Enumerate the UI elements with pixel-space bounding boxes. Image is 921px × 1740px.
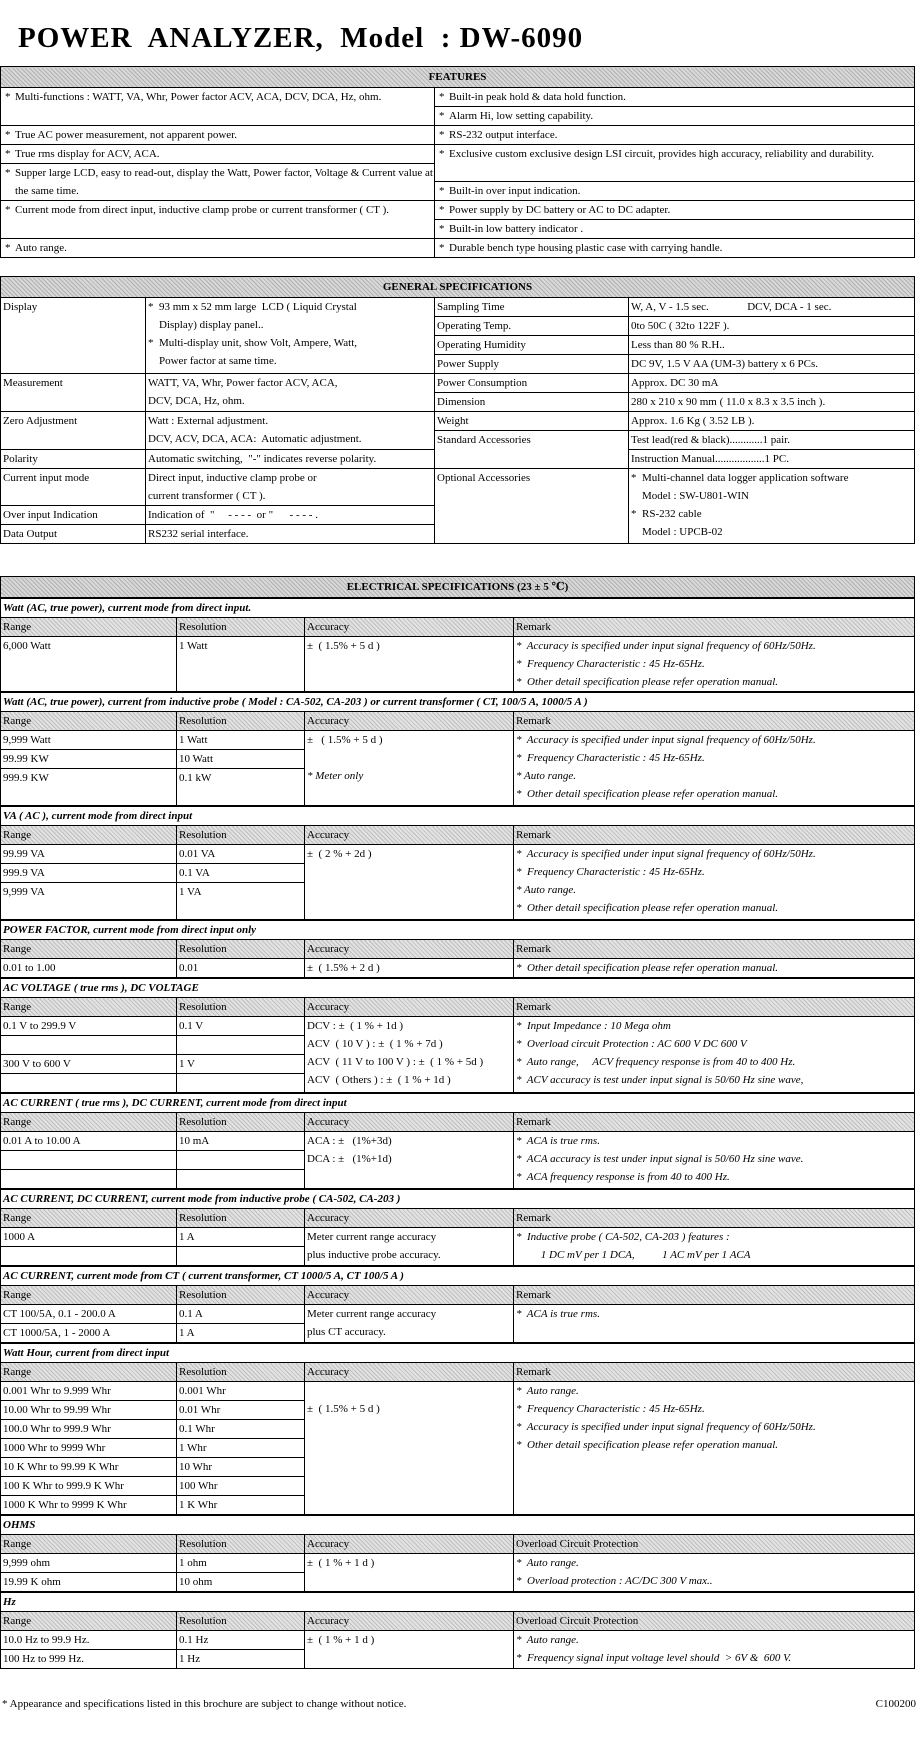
spec-label: Optional Accessories — [435, 469, 629, 544]
spec-label: Weight — [435, 412, 629, 431]
spec-label: Zero Adjustment — [1, 412, 146, 450]
resolution-cell: 10 mA — [177, 1132, 305, 1151]
spec-label: Power Supply — [435, 355, 629, 374]
section-title: VA ( AC ), current mode from direct input — [1, 806, 915, 826]
accuracy-cell: Meter current range accuracy plus CT accuracy. — [305, 1305, 514, 1344]
feature-item: True rms display for ACV, ACA. — [15, 148, 160, 160]
col-remark-header: Remark — [514, 1209, 915, 1228]
range-cell: 10.00 Whr to 99.99 Whr — [1, 1401, 177, 1420]
resolution-cell: 1 Watt — [177, 637, 305, 656]
accuracy-cell: DCV : ± ( 1 % + 1d ) ACV ( 10 V ) : ± ( 1 % + 7d ) ACV ( 11 V to 100 V ) : ± ( 1 % + 5d ) ACV ( Others ) : ± ( 1 % + 1d ) — [305, 1017, 514, 1094]
col-accuracy-header: Accuracy — [305, 1363, 514, 1382]
spec-value: Instruction Manual..................1 PC. — [629, 450, 915, 469]
range-cell: CT 1000/5A, 1 - 2000 A — [1, 1324, 177, 1344]
electrical-specifications-table — [0, 576, 915, 1669]
spec-value: Direct input, inductive clamp probe or current transformer ( CT ). — [146, 469, 435, 506]
spec-label — [435, 450, 629, 469]
range-cell: 10 K Whr to 99.99 K Whr — [1, 1458, 177, 1477]
resolution-cell: 100 Whr — [177, 1477, 305, 1496]
col-resolution-header: Resolution — [177, 1363, 305, 1382]
resolution-cell: 1 V — [177, 1055, 305, 1074]
feature-item: Supper large LCD, easy to read-out, display the Watt, Power factor, Voltage & Current value at the same time. — [15, 167, 433, 197]
remark-cell: * Auto range. * Overload protection : AC/DC 300 V max.. — [514, 1554, 915, 1593]
col-resolution-header: Resolution — [177, 618, 305, 637]
section-title: Watt Hour, current from direct input — [1, 1343, 915, 1363]
range-cell — [1, 1151, 177, 1170]
spec-value: Automatic switching, "-" indicates reverse polarity. — [146, 450, 435, 469]
resolution-cell: 0.01 VA — [177, 845, 305, 864]
resolution-cell — [177, 1170, 305, 1190]
feature-item: Power supply by DC battery or AC to DC adapter. — [449, 204, 671, 216]
resolution-cell: 0.1 kW — [177, 769, 305, 788]
range-cell: 100.0 Whr to 999.9 Whr — [1, 1420, 177, 1439]
col-remark-header: Remark — [514, 1113, 915, 1132]
feature-item: Built-in over input indication. — [449, 185, 581, 197]
resolution-cell: 1 A — [177, 1324, 305, 1344]
col-resolution-header: Resolution — [177, 940, 305, 959]
feature-item: RS-232 output interface. — [449, 129, 558, 141]
range-cell: 100 K Whr to 999.9 K Whr — [1, 1477, 177, 1496]
range-cell: 999.9 VA — [1, 864, 177, 883]
feature-item: Auto range. — [15, 242, 67, 254]
range-cell: 1000 Whr to 9999 Whr — [1, 1439, 177, 1458]
resolution-cell: 1 K Whr — [177, 1496, 305, 1516]
page-title: POWER ANALYZER, Model : DW-6090 — [18, 22, 584, 54]
resolution-cell: 0.01 Whr — [177, 1401, 305, 1420]
footer-note: * Appearance and specifications listed in this brochure are subject to change without notice. — [2, 1698, 407, 1710]
resolution-cell: 0.1 V — [177, 1017, 305, 1036]
col-range-header: Range — [1, 1363, 177, 1382]
col-range-header: Range — [1, 1286, 177, 1305]
range-cell: 0.01 to 1.00 — [1, 959, 177, 979]
spec-label: Dimension — [435, 393, 629, 412]
spec-label: Current input mode — [1, 469, 146, 506]
remark-cell: * ACA is true rms. * ACA accuracy is test under input signal is 50/60 Hz sine wave. * ACA frequency response is from 40 to 400 Hz. — [514, 1132, 915, 1190]
feature-item: Multi-functions : WATT, VA, Whr, Power factor ACV, ACA, DCV, DCA, Hz, ohm. — [15, 91, 382, 103]
range-cell: 9,999 VA — [1, 883, 177, 902]
col-remark-header: Remark — [514, 940, 915, 959]
feature-item: Durable bench type housing plastic case with carrying handle. — [449, 242, 723, 254]
range-cell: CT 100/5A, 0.1 - 200.0 A — [1, 1305, 177, 1324]
spec-value: Approx. 1.6 Kg ( 3.52 LB ). — [629, 412, 915, 431]
col-remark-header: Remark — [514, 618, 915, 637]
col-resolution-header: Resolution — [177, 1209, 305, 1228]
general-specifications-table — [0, 276, 915, 544]
range-cell: 9,999 ohm — [1, 1554, 177, 1573]
resolution-cell: 0.1 Whr — [177, 1420, 305, 1439]
col-resolution-header: Resolution — [177, 998, 305, 1017]
section-title: OHMS — [1, 1515, 915, 1535]
document-code: C100200 — [875, 1698, 916, 1710]
spec-label: Standard Accessories — [435, 431, 629, 450]
col-remark-header: Remark — [514, 712, 915, 731]
accuracy-cell: ± ( 1 % + 1 d ) — [305, 1554, 514, 1593]
col-range-header: Range — [1, 1535, 177, 1554]
spec-value: Less than 80 % R.H.. — [629, 336, 915, 355]
accuracy-cell: ± ( 1.5% + 5 d ) * Meter only — [305, 731, 514, 807]
range-cell: 1000 A — [1, 1228, 177, 1247]
col-range-header: Range — [1, 1612, 177, 1631]
resolution-cell — [177, 1036, 305, 1055]
section-title: AC CURRENT ( true rms ), DC CURRENT, current mode from direct input — [1, 1093, 915, 1113]
resolution-cell: 1 Watt — [177, 731, 305, 750]
accuracy-cell: ± ( 1 % + 1 d ) — [305, 1631, 514, 1669]
range-cell: 100 Hz to 999 Hz. — [1, 1650, 177, 1669]
col-accuracy-header: Accuracy — [305, 1209, 514, 1228]
spec-value: * 93 mm x 52 mm large LCD ( Liquid Crystal Display) display panel.. * Multi-display unit, show Volt, Ampere, Watt, Power factor at same time. — [146, 298, 435, 374]
feature-item: Alarm Hi, low setting capability. — [449, 110, 594, 122]
section-title: AC CURRENT, DC CURRENT, current mode from inductive probe ( CA-502, CA-203 ) — [1, 1189, 915, 1209]
range-cell — [1, 1247, 177, 1267]
col-remark-header: Overload Circuit Protection — [514, 1612, 915, 1631]
col-accuracy-header: Accuracy — [305, 826, 514, 845]
spec-value: Watt : External adjustment. DCV, ACV, DCA, ACA: Automatic adjustment. — [146, 412, 435, 450]
spec-value: Test lead(red & black)............1 pair. — [629, 431, 915, 450]
resolution-cell: 10 Whr — [177, 1458, 305, 1477]
col-resolution-header: Resolution — [177, 826, 305, 845]
feature-item: True AC power measurement, not apparent power. — [15, 129, 237, 141]
range-cell — [1, 1074, 177, 1094]
resolution-cell: 0.001 Whr — [177, 1382, 305, 1401]
range-cell — [1, 673, 177, 692]
feature-item: Built-in low battery indicator . — [449, 223, 584, 235]
feature-item: Exclusive custom exclusive design LSI circuit, provides high accuracy, reliability and durability. — [449, 148, 875, 160]
col-resolution-header: Resolution — [177, 1535, 305, 1554]
col-resolution-header: Resolution — [177, 1113, 305, 1132]
spec-value: WATT, VA, Whr, Power factor ACV, ACA, DCV, DCA, Hz, ohm. — [146, 374, 435, 412]
section-title: Watt (AC, true power), current from inductive probe ( Model : CA-502, CA-203 ) or current transformer ( CT, 100/5 A, 1000/5 A ) — [1, 692, 915, 712]
resolution-cell: 1 ohm — [177, 1554, 305, 1573]
range-cell: 10.0 Hz to 99.9 Hz. — [1, 1631, 177, 1650]
remark-cell: * Accuracy is specified under input signal frequency of 60Hz/50Hz. * Frequency Characteristic : 45 Hz-65Hz. * Other detail specification please refer operation manual. — [514, 637, 915, 693]
col-accuracy-header: Accuracy — [305, 1535, 514, 1554]
spec-value: 0to 50C ( 32to 122F ). — [629, 317, 915, 336]
col-resolution-header: Resolution — [177, 1286, 305, 1305]
spec-label: Operating Temp. — [435, 317, 629, 336]
resolution-cell — [177, 1151, 305, 1170]
general-header: GENERAL SPECIFICATIONS — [1, 277, 915, 298]
resolution-cell — [177, 655, 305, 673]
col-remark-header: Remark — [514, 998, 915, 1017]
spec-label: Over input Indication — [1, 506, 146, 525]
range-cell: 6,000 Watt — [1, 637, 177, 656]
col-range-header: Range — [1, 1113, 177, 1132]
spec-value: Indication of " - - - - or " - - - - . — [146, 506, 435, 525]
remark-cell: * Auto range. * Frequency Characteristic : 45 Hz-65Hz. * Accuracy is specified under input signal frequency of 60Hz/50Hz. * Other detail specification please refer operation manual. — [514, 1382, 915, 1516]
range-cell: 1000 K Whr to 9999 K Whr — [1, 1496, 177, 1516]
spec-label: Measurement — [1, 374, 146, 412]
range-cell — [1, 787, 177, 806]
range-cell — [1, 901, 177, 920]
col-accuracy-header: Accuracy — [305, 1612, 514, 1631]
remark-cell: * Accuracy is specified under input signal frequency of 60Hz/50Hz. * Frequency Characteristic : 45 Hz-65Hz. * Auto range. * Other detail specification please refer operation manual. — [514, 731, 915, 807]
col-accuracy-header: Accuracy — [305, 712, 514, 731]
resolution-cell: 0.01 — [177, 959, 305, 979]
range-cell: 300 V to 600 V — [1, 1055, 177, 1074]
spec-value: 280 x 210 x 90 mm ( 11.0 x 8.3 x 3.5 inch ). — [629, 393, 915, 412]
resolution-cell: 10 ohm — [177, 1573, 305, 1593]
section-title: AC VOLTAGE ( true rms ), DC VOLTAGE — [1, 978, 915, 998]
resolution-cell: 0.1 Hz — [177, 1631, 305, 1650]
spec-label: Data Output — [1, 525, 146, 544]
remark-cell: * Inductive probe ( CA-502, CA-203 ) features : 1 DC mV per 1 DCA, 1 AC mV per 1 ACA — [514, 1228, 915, 1267]
resolution-cell: 10 Watt — [177, 750, 305, 769]
range-cell — [1, 1170, 177, 1190]
resolution-cell: 0.1 A — [177, 1305, 305, 1324]
accuracy-cell: ± ( 1.5% + 5 d ) — [305, 1382, 514, 1516]
col-range-header: Range — [1, 940, 177, 959]
col-range-header: Range — [1, 1209, 177, 1228]
spec-value: DC 9V, 1.5 V AA (UM-3) battery x 6 PCs. — [629, 355, 915, 374]
spec-value: W, A, V - 1.5 sec. DCV, DCA - 1 sec. — [629, 298, 915, 317]
spec-label: Polarity — [1, 450, 146, 469]
range-cell: 0.01 A to 10.00 A — [1, 1132, 177, 1151]
accuracy-cell: ± ( 1.5% + 2 d ) — [305, 959, 514, 979]
feature-item: Current mode from direct input, inductive clamp probe or current transformer ( CT ). — [15, 204, 389, 216]
resolution-cell: 1 VA — [177, 883, 305, 902]
col-remark-header: Overload Circuit Protection — [514, 1535, 915, 1554]
col-resolution-header: Resolution — [177, 712, 305, 731]
remark-cell: * ACA is true rms. — [514, 1305, 915, 1344]
accuracy-cell: ACA : ± (1%+3d) DCA : ± (1%+1d) — [305, 1132, 514, 1190]
spec-label: Display — [1, 298, 146, 374]
section-title: Hz — [1, 1592, 915, 1612]
remark-cell: * Input Impedance : 10 Mega ohm * Overload circuit Protection : AC 600 V DC 600 V * Auto range, ACV frequency response is from 40 to 400 Hz. * ACV accuracy is test under input signal is 50/60 Hz sine wave, — [514, 1017, 915, 1094]
features-table: FEATURES * Multi-functions : WATT, VA, Whr, Power factor ACV, ACA, DCV, DCA, Hz, ohm. * Built-in peak hold & data hold function. * Alarm Hi, low setting capability. * True AC power measurement, not apparent power. * RS-232 output interface. * True rms display for ACV, ACA. * Supper large LCD, easy to read-out, display the Watt, Power factor, Voltage & Current value at the same time. * Exclusive custom exclusive design LSI circuit, provides high accuracy, reliability and durability. * Built-in over input indication. * Current mode from direct input, inductive clamp probe or current transformer ( CT ). * Power supply by DC battery or AC to DC adapter. * Built-in low battery indicator . * Auto range. * Durable bench type housing plastic case with carrying handle. — [0, 66, 915, 258]
col-accuracy-header: Accuracy — [305, 998, 514, 1017]
col-accuracy-header: Accuracy — [305, 1113, 514, 1132]
range-cell: 0.1 V to 299.9 V — [1, 1017, 177, 1036]
accuracy-cell: ± ( 2 % + 2d ) — [305, 845, 514, 921]
range-cell: 99.99 KW — [1, 750, 177, 769]
section-title: POWER FACTOR, current mode from direct input only — [1, 920, 915, 940]
feature-item: Built-in peak hold & data hold function. — [449, 91, 626, 103]
col-range-header: Range — [1, 618, 177, 637]
electrical-header: ELECTRICAL SPECIFICATIONS (23 ± 5 ℃) — [1, 577, 915, 599]
range-cell: 0.001 Whr to 9.999 Whr — [1, 1382, 177, 1401]
resolution-cell — [177, 1247, 305, 1267]
col-remark-header: Remark — [514, 1363, 915, 1382]
range-cell: 19.99 K ohm — [1, 1573, 177, 1593]
range-cell: 99.99 VA — [1, 845, 177, 864]
spec-value: * Multi-channel data logger application software Model : SW-U801-WIN * RS-232 cable Model : UPCB-02 — [629, 469, 915, 544]
resolution-cell — [177, 901, 305, 920]
resolution-cell: 0.1 VA — [177, 864, 305, 883]
spec-label: Operating Humidity — [435, 336, 629, 355]
range-cell: 9,999 Watt — [1, 731, 177, 750]
range-cell: 999.9 KW — [1, 769, 177, 788]
col-accuracy-header: Accuracy — [305, 1286, 514, 1305]
spec-value: RS232 serial interface. — [146, 525, 435, 544]
range-cell — [1, 655, 177, 673]
col-range-header: Range — [1, 826, 177, 845]
accuracy-cell: Meter current range accuracy plus inductive probe accuracy. — [305, 1228, 514, 1267]
spec-label: Power Consumption — [435, 374, 629, 393]
section-title: AC CURRENT, current mode from CT ( current transformer, CT 1000/5 A, CT 100/5 A ) — [1, 1266, 915, 1286]
section-title: Watt (AC, true power), current mode from direct input. — [1, 598, 915, 618]
resolution-cell — [177, 673, 305, 692]
remark-cell: * Auto range. * Frequency signal input voltage level should > 6V & 600 V. — [514, 1631, 915, 1669]
col-accuracy-header: Accuracy — [305, 940, 514, 959]
resolution-cell — [177, 787, 305, 806]
col-resolution-header: Resolution — [177, 1612, 305, 1631]
spec-value: Approx. DC 30 mA — [629, 374, 915, 393]
resolution-cell: 1 Hz — [177, 1650, 305, 1669]
remark-cell: * Other detail specification please refer operation manual. — [514, 959, 915, 979]
col-remark-header: Remark — [514, 826, 915, 845]
col-range-header: Range — [1, 712, 177, 731]
col-range-header: Range — [1, 998, 177, 1017]
features-header: FEATURES — [1, 67, 915, 88]
range-cell — [1, 1036, 177, 1055]
accuracy-cell: ± ( 1.5% + 5 d ) — [305, 637, 514, 693]
resolution-cell — [177, 1074, 305, 1094]
spec-label: Sampling Time — [435, 298, 629, 317]
resolution-cell: 1 A — [177, 1228, 305, 1247]
remark-cell: * Accuracy is specified under input signal frequency of 60Hz/50Hz. * Frequency Characteristic : 45 Hz-65Hz. * Auto range. * Other detail specification please refer operation manual. — [514, 845, 915, 921]
col-remark-header: Remark — [514, 1286, 915, 1305]
resolution-cell: 1 Whr — [177, 1439, 305, 1458]
col-accuracy-header: Accuracy — [305, 618, 514, 637]
